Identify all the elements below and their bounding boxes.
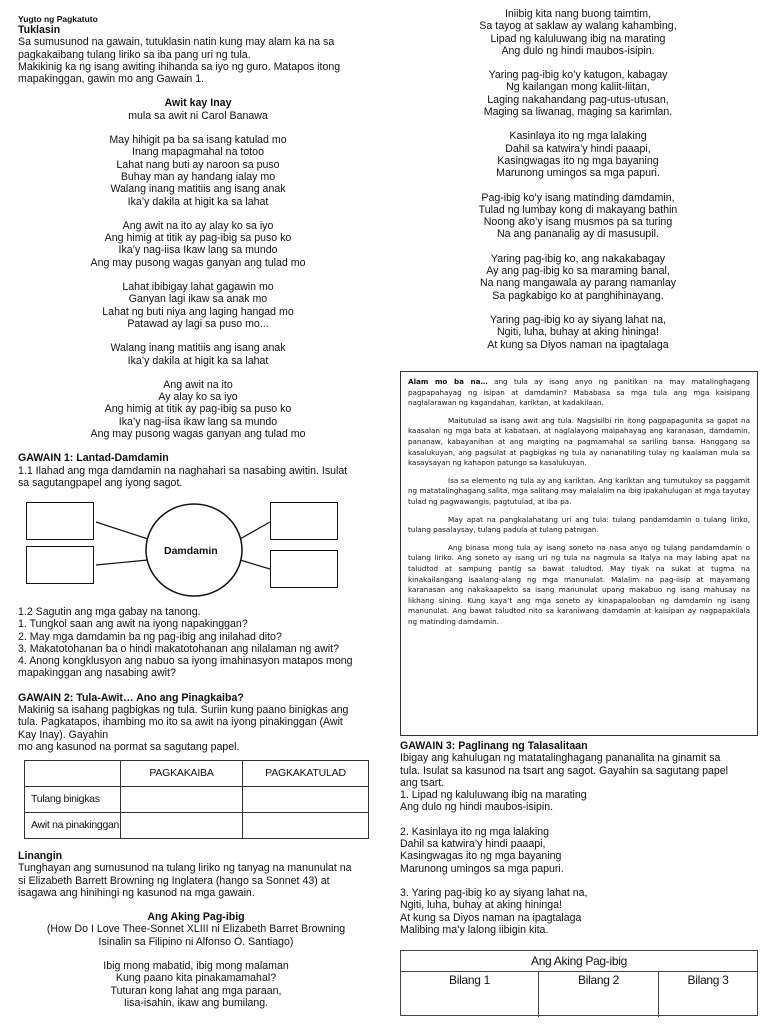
figurative-item — [400, 887, 760, 936]
song-stanza — [18, 379, 378, 440]
verse-line: Ngiti, luha, buhay at aking hininga! — [400, 899, 562, 912]
text-line: isagawa ang hinihingi ng kasunod na mga gawain. — [18, 886, 255, 899]
verse-line: Yaring pag-ibig ko ay siyang lahat na, — [490, 313, 666, 326]
table-cell — [243, 787, 369, 813]
text-line: 1.2 Sagutin ang mga gabay na tanong. — [18, 606, 201, 618]
verse-line: Malibing ma’y lalong iibigin kita. — [400, 923, 549, 936]
verse-line: Ang awit na ito — [163, 378, 233, 391]
text-line: Sa sumusunod na gawain, tutuklasin natin kung may alam ka na sa — [18, 36, 335, 49]
tuklasin-heading: Tuklasin — [18, 24, 61, 36]
poem-stanza — [398, 69, 758, 118]
text-line: Kay Inay). Gayahin — [18, 728, 109, 741]
verse-line: Lahat nang buti ay naroon sa puso — [116, 158, 280, 171]
verse-line: Lahat ibibigay lahat gagawin mo — [122, 281, 274, 294]
text-line: sa sagutangpapel ang iyong sagot. — [18, 476, 183, 489]
question-item: mapakinggan ang nasabing awit? — [18, 667, 176, 680]
verse-line: Sa pagkabigo ko at panghihinayang. — [492, 289, 664, 302]
chart-title: Ang Aking Pag-ibig — [530, 954, 627, 968]
song-stanza — [18, 342, 378, 367]
verse-line: 2. Kasinlaya ito ng mga lalaking — [400, 825, 549, 838]
alam-lead: Alam mo ba na… — [408, 377, 488, 386]
verse-line: At kung sa Diyos naman na ipagtalaga — [487, 338, 669, 351]
verse-line: Walang inang matitiis ang isang anak — [110, 183, 286, 196]
table-corner — [25, 761, 121, 787]
answer-box — [26, 502, 94, 540]
chart-column-header: Bilang 1 — [449, 973, 490, 987]
verse-line: Pag-ibig ko’y isang matinding damdamin, — [481, 191, 675, 204]
question-item: 4. Anong kongklusyon ang nabuo sa iyong imahinasyon matapos mong — [18, 655, 353, 668]
verse-line: Laging nakahandang pag-utus-utusan, — [487, 93, 669, 106]
verse-line: Ang awit na ito ay alay ko sa iyo — [122, 219, 274, 232]
linangin-heading: Linangin — [18, 850, 63, 862]
figurative-item — [400, 789, 760, 814]
verse-line: Ay alay ko sa iyo — [158, 391, 238, 404]
gawain2-heading: GAWAIN 2: Tula-Awit… Ano ang Pinagkaiba? — [18, 691, 244, 704]
verse-line: Tuturan kong lahat ang mga paraan, — [110, 984, 282, 997]
question-item: 1. Tungkol saan ang awit na iyong napakinggan? — [18, 618, 248, 631]
poem-source: (How Do I Love Thee-Sonnet XLIII ni Elizabeth Barret Browning — [46, 923, 346, 936]
damdamin-diagram — [18, 492, 378, 602]
alam-mo-ba-box — [400, 371, 758, 736]
answer-box — [270, 502, 338, 540]
verse-line: Na ang pananalig ay di masusupil. — [497, 228, 659, 241]
verse-line: Ng kailangan mong kaliit-liitan, — [506, 81, 650, 94]
song-title: Awit kay Inay — [164, 97, 232, 110]
verse-line: Ika’y nag-iisa Ikaw lang sa mundo — [118, 244, 278, 257]
alam-text: ang tula ay isang anyo ng panitikan na may matalinghagang pagpapahayag ng isipan at damdamin? Mababasa sa mga tula ang mga kaisipang naglalarawan ng kagandahan, kariktan, at kadakilaan. — [408, 377, 750, 408]
verse-line: Patawad ay lagi sa puso mo... — [127, 317, 269, 330]
poem-stanza — [398, 253, 758, 302]
poem-title: Ang Aking Pag-ibig — [147, 911, 245, 924]
verse-line: May hihigit pa ba sa isang katulad mo — [109, 134, 287, 147]
verse-line: Maging sa liwanag, maging sa karimlan. — [483, 106, 673, 119]
verse-line: Inang mapagmahal na totoo — [132, 146, 264, 159]
poem-stanza — [398, 8, 758, 57]
verse-line: Sa tayog at saklaw ay walang kahambing, — [479, 20, 677, 33]
alam-paragraph: Ang binasa mong tula ay isang soneto na nasa anyo ng tulang pandamdamin o tulang liriko. Ang soneto ay isang uri ng tula na nagmula sa Italya na may labing apat na taludtod at sampung pantig sa bawat taludtod. May tiyak na sukat at tugma na kinakailangang isaalang-alang ng mga manunulat. Malalim na pag-iisip at mayamang karanasan ang nakakaapekto sa isang manunulat upang makabuo ng isang mahusay na likhang sining. Kung kaya’t ang mga soneto ay kinapapalooban ng damdamin ng isang manunulat. Ang bawat taludtod nito sa karaniwang damdamin at kaisipan ay nagpapakilala ng matinding damdamin. — [408, 542, 750, 626]
question-item: 2. May mga damdamin ba ng pag-ibig ang inilahad dito? — [18, 630, 282, 643]
verse-line: Lipad ng kaluluwang ibig na marating — [490, 32, 666, 45]
table-cell — [243, 813, 369, 839]
song-stanza — [18, 134, 378, 208]
gawain3-heading: GAWAIN 3: Paglinang ng Talasalitaan — [400, 740, 588, 752]
guide-questions — [18, 606, 378, 753]
verse-line: Kasinlaya ito ng mga lalaking — [509, 130, 647, 143]
gawain1-heading: GAWAIN 1: Lantad-Damdamin — [18, 452, 169, 465]
column-header: PAGKAKATULAD — [243, 761, 369, 787]
song-stanza — [18, 220, 378, 269]
verse-line: Ika’y dakila at higit ka sa lahat — [127, 195, 269, 208]
linangin-section — [18, 850, 374, 1009]
chart-column — [401, 971, 539, 1017]
poem-source: Isinalin sa Filipino ni Alfonso O. Santiago) — [98, 935, 294, 948]
text-line: pagkakaibang tulang liriko sa iba pang uri ng tula. — [18, 48, 251, 61]
verse-line: Ang may pusong wagas ganyan ang tulad mo — [90, 428, 306, 441]
answer-box — [26, 546, 94, 584]
verse-line: Ika’y dakila at higit ka sa lahat — [127, 354, 269, 367]
verse-line: Kasingwagas ito ng mga bayaning — [497, 154, 659, 167]
linangin-text — [18, 862, 374, 899]
alam-paragraph: Isa sa elemento ng tula ay ang kariktan. Ang kariktan ang tumutukoy sa paggamit ng matatalinghagang salita, mga salitang may malalalim na ibig ipakahulugan at mga tayutay tulad ng pagwawangis, pagtutulad, at iba pa. — [408, 475, 750, 506]
verse-line: Iisa-isahin, ikaw ang bumilang. — [123, 996, 269, 1009]
verse-line: Kung paano kita pinakamamahal? — [115, 972, 277, 985]
chart-column-header: Bilang 3 — [687, 973, 729, 987]
table-cell — [121, 787, 243, 813]
alam-paragraph — [408, 377, 750, 409]
poem-stanza — [398, 130, 758, 179]
verse-line: Marunong umingos sa mga papuri. — [400, 862, 564, 875]
verse-line: Tulad ng lumbay kong di makayang bathin — [478, 203, 678, 216]
diagram-center-label: Damdamin — [164, 545, 218, 557]
text-line: 1.1 Ilahad ang mga damdamin na naghahari sa nasabing awitin. Isulat — [18, 464, 348, 477]
text-line: Tunghayan ang sumusunod na tulang liriko ng tanyag na manunulat na — [18, 862, 352, 875]
row-label: Awit na pinakinggan — [25, 813, 121, 839]
intro-text — [18, 36, 378, 85]
column-header: PAGKAKAIBA — [121, 761, 243, 787]
verse-line: Lahat ng buti niya ang laging hangad mo — [102, 305, 294, 318]
alam-paragraph: Maitutulad sa isang awit ang tula. Nagsisilbi rin itong pagpapagunita sa gapat na kaasalan ng mga bata at kabataan, at naglalayong maipahayag ang karanasan, damdamin, pananaw, kabayanihan at ang maigting na pagmamahal sa sariling bansa. Hanggang sa kasalukuyan, ang pagsulat at pagbigkas ng tula ay nananatiling tulay ng kaalaman mula sa kasaysayan ng kahapon patungo sa kasalukuyan. — [408, 415, 750, 468]
gawain3-section — [400, 740, 760, 936]
verse-line: Noong ako’y isang musmos pa sa turing — [483, 216, 673, 229]
alam-paragraph: May apat na pangkalahatang uri ang tula: tulang pandamdamin o tulang liriko, tulang pasalaysay, tulang padula at tulang patnigan. — [408, 514, 750, 535]
verse-line: Buhay man ay handang ialay mo — [120, 170, 276, 183]
chart-column-header: Bilang 2 — [578, 973, 619, 987]
text-line: Makikinig ka ng isang awiting ihihanda sa iyo ng guro. Matapos itong — [18, 60, 341, 73]
song-stanza — [18, 281, 378, 330]
text-line: mo ang kasunod na pormat sa sagutang papel. — [18, 740, 240, 753]
verse-line: Marunong umingos sa mga papuri. — [496, 167, 660, 180]
verse-line: Ay ang pag-ibig ko sa maraming banal, — [486, 265, 670, 278]
song-author: mula sa awit ni Carol Banawa — [128, 109, 268, 122]
verse-line: Ibig mong mabatid, ibig mong malaman — [103, 960, 289, 973]
left-column — [18, 16, 378, 489]
chart-column — [659, 971, 757, 1017]
row-label: Tulang binigkas — [25, 787, 121, 813]
text-line: ang tsart. — [400, 776, 445, 789]
text-line: mapakinggan, gawin mo ang Gawain 1. — [18, 73, 205, 86]
verse-line: Ang himig at titik ay pag-ibig sa puso ko — [104, 232, 292, 245]
verse-line: Dahil sa katwira’y hindi paaapi, — [505, 142, 651, 155]
verse-line: Ang dulo ng hindi maubos-isipin. — [400, 801, 554, 814]
comparison-table — [24, 760, 369, 839]
verse-line: Ika’y nag-iisa ikaw lang sa mundo — [118, 415, 278, 428]
verse-line: Kasingwagas ito ng mga bayaning — [400, 850, 562, 863]
verse-line: Ang may pusong wagas ganyan ang tulad mo — [90, 256, 306, 269]
verse-line: Walang inang matitiis ang isang anak — [110, 342, 286, 355]
verse-line: Ang dulo ng hindi maubos-isipin. — [501, 44, 655, 57]
section-label: Yugto ng Pagkatuto — [18, 14, 98, 24]
text-line: tula. Pagkatapos, ihambing mo ito sa awit na iyong pinakinggan (Awit — [18, 716, 343, 729]
verse-line: Ganyan lagi ikaw sa anak mo — [128, 293, 268, 306]
poem-continuation — [398, 8, 758, 351]
text-line: Ibigay ang kahulugan ng matatalinghagang pananalita na ginamit sa — [400, 752, 721, 765]
text-line: Makinig sa isahang pagbigkas ng tula. Suriin kung paano binigkas ang — [18, 704, 349, 717]
poem-stanza — [398, 314, 758, 351]
poem-stanza — [398, 192, 758, 241]
verse-line: Na nang mangawala ay parang namanlay — [479, 277, 677, 290]
text-line: tula. Isulat sa kasunod na tsart ang sagot. Gayahin sa sagutang papel — [400, 764, 729, 777]
text-line: si Elizabeth Barrett Browning ng Inglatera (hango sa Sonnet 43) at — [18, 874, 330, 887]
chart-column — [539, 971, 659, 1017]
verse-line: At kung sa Diyos naman na ipagtalaga — [400, 911, 582, 924]
table-cell — [121, 813, 243, 839]
poem-stanza — [18, 960, 374, 1009]
verse-line: Yaring pag-ibig ko’y katugon, kabagay — [488, 69, 668, 82]
verse-line: 3. Yaring pag-ibig ko ay siyang lahat na, — [400, 886, 588, 899]
verse-line: Ngiti, luha, buhay at aking hininga! — [497, 326, 659, 339]
verse-line: Yaring pag-ibig ko, ang nakakabagay — [490, 252, 666, 265]
verse-line: Iniibig kita nang buong taimtim, — [504, 8, 652, 20]
figurative-item — [400, 826, 760, 875]
answer-chart — [400, 950, 758, 1016]
verse-line: Ang himig at titik ay pag-ibig sa puso ko — [104, 403, 292, 416]
answer-box — [270, 550, 338, 588]
verse-line: 1. Lipad ng kaluluwang ibig na marating — [400, 789, 587, 802]
verse-line: Dahil sa katwira’y hindi paaapi, — [400, 838, 546, 851]
question-item: 3. Makatotohanan ba o hindi makatotohanan ang nilalaman ng awit? — [18, 642, 339, 655]
